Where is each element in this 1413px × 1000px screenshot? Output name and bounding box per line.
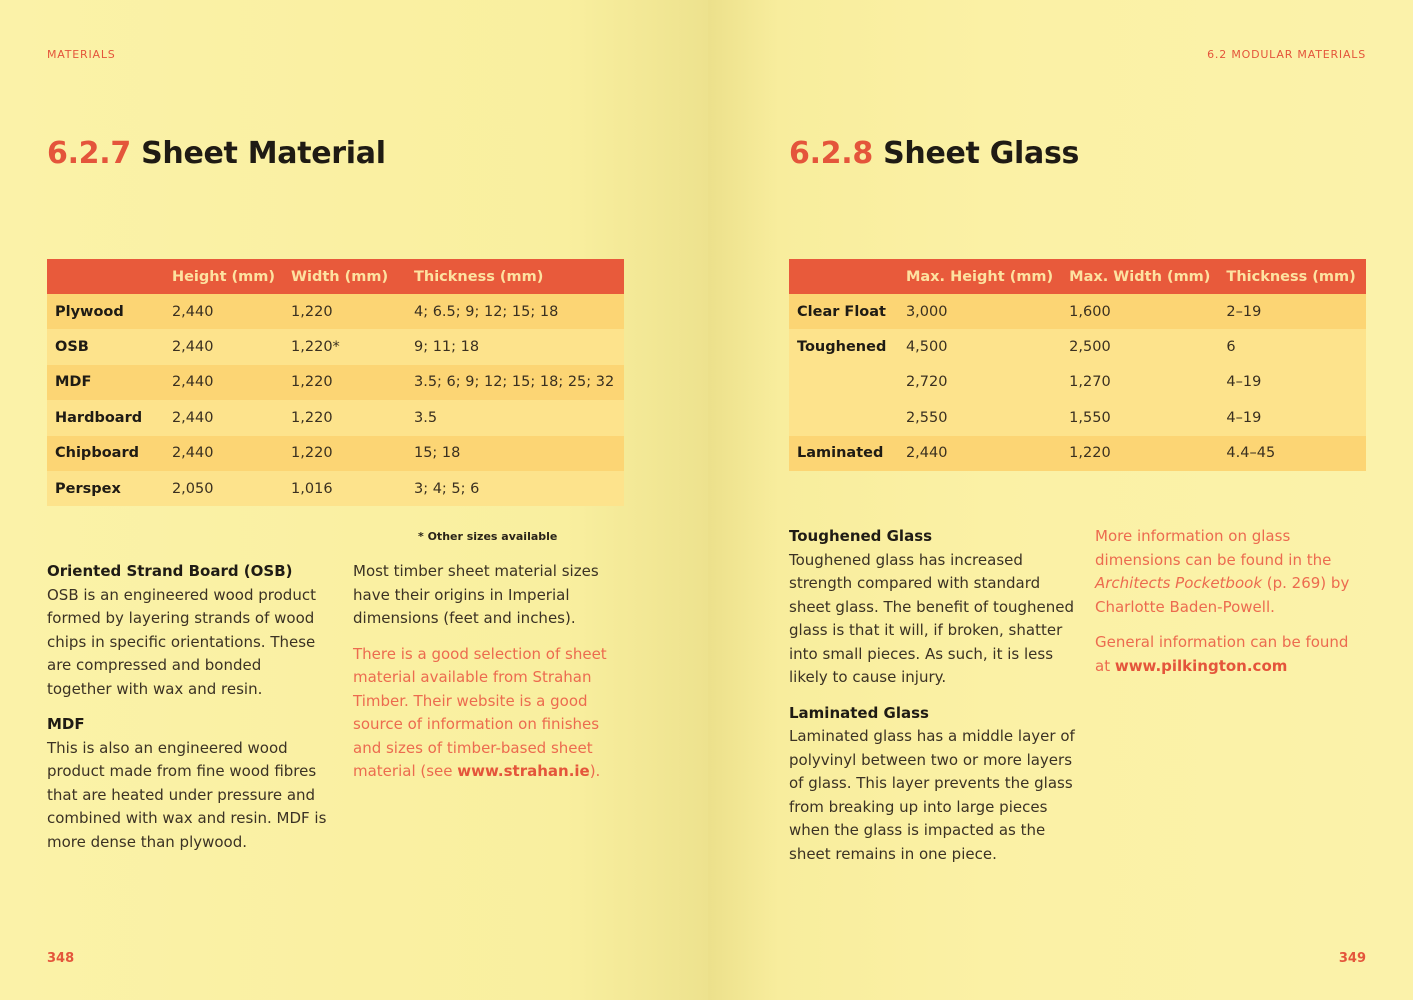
mdf-paragraph: This is also an engineered wood product made from fine wood fibres that are heated under pressure and combined with wax and resin. MDF is more dense than plywood.: [47, 738, 327, 851]
section-number: 6.2.7: [47, 136, 131, 171]
text-column-left: [47, 560, 329, 866]
row-label: Toughened: [789, 329, 898, 364]
row-label: Perspex: [47, 471, 164, 506]
row-label: Chipboard: [47, 436, 164, 471]
strahan-link[interactable]: www.strahan.ie: [457, 762, 590, 780]
section-title-text: Sheet Glass: [883, 136, 1080, 171]
table-row: [47, 294, 624, 329]
page-number: 348: [47, 951, 75, 966]
table-cell: 2,720: [898, 365, 1061, 400]
table-row: [47, 436, 624, 471]
table-row: [47, 471, 624, 506]
table-cell: 2,500: [1061, 329, 1218, 364]
table-header-row: [47, 259, 624, 294]
table-cell: 3.5; 6; 9; 12; 15; 18; 25; 32: [406, 365, 624, 400]
text-column-right: [353, 560, 615, 796]
table-cell: 1,220: [283, 436, 406, 471]
table-header-cell: Height (mm): [164, 259, 283, 294]
table-cell: 3; 4; 5; 6: [406, 471, 624, 506]
table-cell: 4–19: [1218, 365, 1366, 400]
section-number: 6.2.8: [789, 136, 873, 171]
table-cell: 2,440: [898, 436, 1061, 471]
table-cell: 2,440: [164, 365, 283, 400]
table-row: [789, 436, 1366, 471]
mdf-subhead: MDF: [47, 715, 85, 733]
table-row: [789, 294, 1366, 329]
running-head: 6.2 MODULAR MATERIALS: [1207, 48, 1366, 61]
table-cell: 4.4–45: [1218, 436, 1366, 471]
table-row: [789, 400, 1366, 435]
more-info-text: More information on glass dimensions can be found in the: [1095, 527, 1332, 569]
sheet-glass-table: [789, 259, 1366, 471]
table-cell: 3.5: [406, 400, 624, 435]
laminated-subhead: Laminated Glass: [789, 703, 929, 722]
table-header-cell: Width (mm): [283, 259, 406, 294]
toughened-paragraph: Toughened glass has increased strength compared with standard sheet glass. The benefit of toughened glass is that it will, if broken, shatter into small pieces. As such, it is less likely to cause injury.: [789, 550, 1075, 686]
table-cell: 4,500: [898, 329, 1061, 364]
strahan-end: ).: [589, 762, 601, 780]
general-info-paragraph: [1095, 631, 1357, 678]
table-cell: 2–19: [1218, 294, 1366, 329]
pilkington-link[interactable]: www.pilkington.com: [1114, 656, 1288, 675]
table-row: [47, 329, 624, 364]
text-column-right: [1095, 525, 1357, 690]
row-label: Hardboard: [47, 400, 164, 435]
row-label: [789, 400, 898, 435]
table-cell: 1,220: [283, 294, 406, 329]
table-cell: 2,440: [164, 436, 283, 471]
table-cell: 15; 18: [406, 436, 624, 471]
osb-paragraph: OSB is an engineered wood product formed by layering strands of wood chips in specific orientations. These are compressed and bonded together with wax and resin.: [47, 585, 316, 698]
table-cell: 1,550: [1061, 400, 1218, 435]
table-header-cell: Max. Width (mm): [1061, 259, 1218, 294]
table-cell: 4; 6.5; 9; 12; 15; 18: [406, 294, 624, 329]
toughened-subhead: Toughened Glass: [789, 527, 933, 545]
table-cell: 1,270: [1061, 365, 1218, 400]
table-cell: 2,440: [164, 400, 283, 435]
table-cell: 3,000: [898, 294, 1061, 329]
row-label: Clear Float: [789, 294, 898, 329]
osb-subhead: Oriented Strand Board (OSB): [47, 562, 293, 580]
table-header-cell: Thickness (mm): [1218, 259, 1366, 294]
table-footnote: * Other sizes available: [418, 530, 558, 543]
table-cell: 2,550: [898, 400, 1061, 435]
table-cell: 1,220: [283, 400, 406, 435]
table-header-cell: Thickness (mm): [406, 259, 624, 294]
table-row: [47, 365, 624, 400]
section-title-text: Sheet Material: [141, 136, 386, 171]
right-page: [708, 0, 1413, 1000]
more-info-paragraph: [1095, 525, 1357, 619]
section-title: [789, 136, 1079, 171]
table-cell: 4–19: [1218, 400, 1366, 435]
strahan-paragraph: [353, 643, 615, 784]
table-cell: 1,220: [1061, 436, 1218, 471]
row-label: OSB: [47, 329, 164, 364]
table-cell: 1,220: [283, 365, 406, 400]
table-header-cell: [47, 259, 164, 294]
table-cell: 6: [1218, 329, 1366, 364]
table-cell: 1,220*: [283, 329, 406, 364]
running-head: MATERIALS: [47, 48, 116, 61]
table-header-row: [789, 259, 1366, 294]
table-cell: 2,050: [164, 471, 283, 506]
table-cell: 1,016: [283, 471, 406, 506]
page-number: 349: [1338, 951, 1366, 966]
row-label: [789, 365, 898, 400]
strahan-text: There is a good selection of sheet material available from Strahan Timber. Their website is a good source of information on finishes and sizes of timber-based sheet material (see: [353, 644, 607, 780]
table-cell: 1,600: [1061, 294, 1218, 329]
table-row: [47, 400, 624, 435]
row-label: Plywood: [47, 294, 164, 329]
text-column-left: [789, 525, 1081, 878]
table-header-cell: [789, 259, 898, 294]
table-header-cell: Max. Height (mm): [898, 259, 1061, 294]
table-cell: 9; 11; 18: [406, 329, 624, 364]
general-info-text: General information can be found at: [1095, 633, 1349, 675]
section-title: [47, 136, 386, 171]
table-row: [789, 329, 1366, 364]
table-cell: 2,440: [164, 329, 283, 364]
origins-paragraph: Most timber sheet material sizes have their origins in Imperial dimensions (feet and inches).: [353, 562, 599, 627]
more-info-end: (p. 269) by Charlotte Baden-Powell.: [1095, 574, 1350, 616]
row-label: MDF: [47, 365, 164, 400]
table-cell: 2,440: [164, 294, 283, 329]
table-row: [789, 365, 1366, 400]
row-label: Laminated: [789, 436, 898, 471]
laminated-paragraph: Laminated glass has a middle layer of polyvinyl between two or more layers of glass. This layer prevents the glass from breaking up into large pieces when the glass is impacted as the sheet remains in one piece.: [789, 727, 1075, 863]
book-title: Architects Pocketbook: [1095, 574, 1262, 592]
sheet-material-table: [47, 259, 624, 506]
